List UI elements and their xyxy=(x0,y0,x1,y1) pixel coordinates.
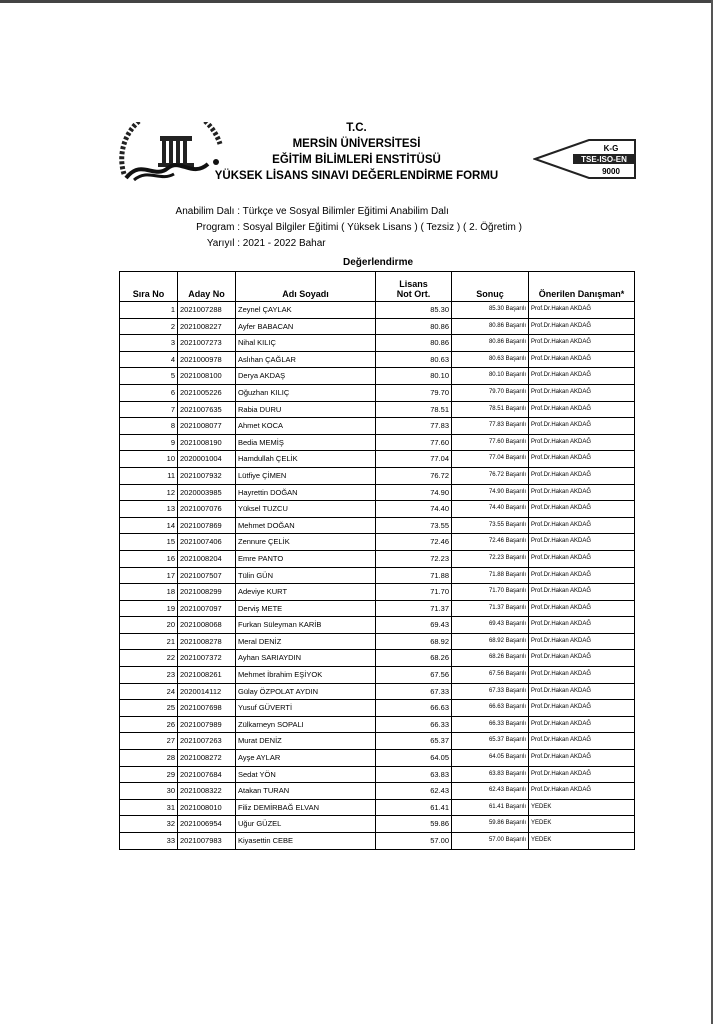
cell-sonuc: 80.10 Başarılı xyxy=(452,368,529,385)
col-header-sira: Sıra No xyxy=(120,272,178,302)
cell-aday: 2021007932 xyxy=(178,467,236,484)
cell-aday: 2021007507 xyxy=(178,567,236,584)
col-header-sonuc: Sonuç xyxy=(452,272,529,302)
header-line-form-title: YÜKSEK LİSANS SINAVI DEĞERLENDİRME FORMU xyxy=(214,170,499,182)
cell-sira: 9 xyxy=(120,434,178,451)
cell-ad: Sedat YÖN xyxy=(236,766,376,783)
cell-not: 71.88 xyxy=(376,567,452,584)
cell-sira: 19 xyxy=(120,600,178,617)
cell-not: 72.46 xyxy=(376,534,452,551)
cell-not: 62.43 xyxy=(376,783,452,800)
cell-aday: 2021008278 xyxy=(178,633,236,650)
cell-sonuc: 74.40 Başarılı xyxy=(452,501,529,518)
cell-not: 68.26 xyxy=(376,650,452,667)
cell-aday: 2021008190 xyxy=(178,434,236,451)
cell-aday: 2021008204 xyxy=(178,550,236,567)
cell-danisman: Prof.Dr.Hakan AKDAĞ xyxy=(529,633,635,650)
cell-danisman: Prof.Dr.Hakan AKDAĞ xyxy=(529,617,635,634)
cell-sonuc: 71.70 Başarılı xyxy=(452,584,529,601)
cell-sonuc: 79.70 Başarılı xyxy=(452,384,529,401)
cell-ad: Rabia DURU xyxy=(236,401,376,418)
cell-aday: 2021007273 xyxy=(178,335,236,352)
cell-aday: 2021008299 xyxy=(178,584,236,601)
cell-not: 79.70 xyxy=(376,384,452,401)
info-yariyil xyxy=(140,238,326,249)
tse-logo-middle-text: TSE-ISO-EN xyxy=(581,155,627,164)
col-header-lisans-line1: Lisans xyxy=(399,279,428,289)
cell-sira: 28 xyxy=(120,750,178,767)
cell-sonuc: 63.83 Başarılı xyxy=(452,766,529,783)
info-program-label: Program : xyxy=(196,222,240,233)
cell-ad: Lütfiye ÇİMEN xyxy=(236,467,376,484)
cell-danisman: Prof.Dr.Hakan AKDAĞ xyxy=(529,517,635,534)
table-row xyxy=(120,335,635,352)
cell-sira: 21 xyxy=(120,633,178,650)
cell-sonuc: 77.83 Başarılı xyxy=(452,418,529,435)
cell-not: 67.33 xyxy=(376,683,452,700)
cell-sonuc: 66.63 Başarılı xyxy=(452,700,529,717)
cell-sonuc: 76.72 Başarılı xyxy=(452,467,529,484)
cell-ad: Ayşe AYLAR xyxy=(236,750,376,767)
cell-sonuc: 57.00 Başarılı xyxy=(452,833,529,850)
cell-sira: 20 xyxy=(120,617,178,634)
cell-not: 71.70 xyxy=(376,584,452,601)
cell-ad: Yüksel TUZCU xyxy=(236,501,376,518)
table-row xyxy=(120,401,635,418)
cell-not: 80.86 xyxy=(376,318,452,335)
cell-aday: 2021007097 xyxy=(178,600,236,617)
cell-not: 61.41 xyxy=(376,799,452,816)
table-row xyxy=(120,351,635,368)
table-row xyxy=(120,384,635,401)
cell-sira: 26 xyxy=(120,716,178,733)
cell-not: 68.92 xyxy=(376,633,452,650)
table-row xyxy=(120,633,635,650)
cell-aday: 2021008272 xyxy=(178,750,236,767)
cell-aday: 2021007635 xyxy=(178,401,236,418)
tse-logo-bottom-text: 9000 xyxy=(602,167,620,176)
cell-sonuc: 71.37 Başarılı xyxy=(452,600,529,617)
cell-not: 85.30 xyxy=(376,302,452,319)
cell-ad: Kiyasettin CEBE xyxy=(236,833,376,850)
cell-sonuc: 68.92 Başarılı xyxy=(452,633,529,650)
cell-danisman: Prof.Dr.Hakan AKDAĞ xyxy=(529,351,635,368)
cell-danisman: Prof.Dr.Hakan AKDAĞ xyxy=(529,484,635,501)
cell-sonuc: 72.46 Başarılı xyxy=(452,534,529,551)
cell-aday: 2021007406 xyxy=(178,534,236,551)
table-row xyxy=(120,550,635,567)
cell-sira: 2 xyxy=(120,318,178,335)
cell-aday: 2021007684 xyxy=(178,766,236,783)
cell-sonuc: 64.05 Başarılı xyxy=(452,750,529,767)
cell-danisman: Prof.Dr.Hakan AKDAĞ xyxy=(529,418,635,435)
table-row xyxy=(120,584,635,601)
cell-danisman: YEDEK xyxy=(529,816,635,833)
cell-sonuc: 73.55 Başarılı xyxy=(452,517,529,534)
cell-sira: 5 xyxy=(120,368,178,385)
table-row xyxy=(120,434,635,451)
cell-not: 76.72 xyxy=(376,467,452,484)
cell-ad: Aslıhan ÇAĞLAR xyxy=(236,351,376,368)
cell-danisman: Prof.Dr.Hakan AKDAĞ xyxy=(529,716,635,733)
cell-sonuc: 77.60 Başarılı xyxy=(452,434,529,451)
cell-danisman: YEDEK xyxy=(529,833,635,850)
cell-sonuc: 69.43 Başarılı xyxy=(452,617,529,634)
cell-sira: 23 xyxy=(120,667,178,684)
cell-sonuc: 65.37 Başarılı xyxy=(452,733,529,750)
cell-danisman: Prof.Dr.Hakan AKDAĞ xyxy=(529,384,635,401)
cell-aday: 2021008227 xyxy=(178,318,236,335)
cell-sira: 13 xyxy=(120,501,178,518)
cell-sonuc: 72.23 Başarılı xyxy=(452,550,529,567)
cell-danisman: YEDEK xyxy=(529,799,635,816)
cell-ad: Emre PANTO xyxy=(236,550,376,567)
cell-ad: Atakan TURAN xyxy=(236,783,376,800)
table-row xyxy=(120,783,635,800)
cell-not: 67.56 xyxy=(376,667,452,684)
info-yariyil-value: 2021 - 2022 Bahar xyxy=(242,238,326,249)
table-header-row xyxy=(120,272,635,302)
table-row xyxy=(120,700,635,717)
table-row xyxy=(120,750,635,767)
cell-not: 80.86 xyxy=(376,335,452,352)
table-row xyxy=(120,799,635,816)
cell-ad: Furkan Süleyman KARİB xyxy=(236,617,376,634)
cell-sira: 1 xyxy=(120,302,178,319)
table-row xyxy=(120,600,635,617)
table-row xyxy=(120,534,635,551)
cell-danisman: Prof.Dr.Hakan AKDAĞ xyxy=(529,467,635,484)
cell-sira: 12 xyxy=(120,484,178,501)
cell-sira: 10 xyxy=(120,451,178,468)
info-program-value: Sosyal Bilgiler Eğitimi ( Yüksek Lisans ) ( Tezsiz ) ( 2. Öğretim ) xyxy=(242,222,522,233)
cell-aday: 2020001004 xyxy=(178,451,236,468)
cell-danisman: Prof.Dr.Hakan AKDAĞ xyxy=(529,700,635,717)
cell-sira: 16 xyxy=(120,550,178,567)
cell-ad: Ahmet KOCA xyxy=(236,418,376,435)
cell-sira: 29 xyxy=(120,766,178,783)
table-row xyxy=(120,368,635,385)
cell-ad: Mehmet DOĞAN xyxy=(236,517,376,534)
col-header-ad: Adı Soyadı xyxy=(236,272,376,302)
tse-logo-top-text: K-G xyxy=(603,144,619,153)
cell-not: 74.90 xyxy=(376,484,452,501)
cell-sira: 32 xyxy=(120,816,178,833)
cell-not: 74.40 xyxy=(376,501,452,518)
header-line-university: MERSİN ÜNİVERSİTESİ xyxy=(292,138,421,150)
cell-danisman: Prof.Dr.Hakan AKDAĞ xyxy=(529,401,635,418)
cell-aday: 2021000978 xyxy=(178,351,236,368)
cell-sonuc: 67.33 Başarılı xyxy=(452,683,529,700)
cell-danisman: Prof.Dr.Hakan AKDAĞ xyxy=(529,650,635,667)
cell-aday: 2020014112 xyxy=(178,683,236,700)
cell-ad: Ayhan SARIAYDIN xyxy=(236,650,376,667)
cell-sira: 7 xyxy=(120,401,178,418)
cell-sira: 18 xyxy=(120,584,178,601)
cell-sonuc: 77.04 Başarılı xyxy=(452,451,529,468)
cell-not: 59.86 xyxy=(376,816,452,833)
cell-ad: Adeviye KURT xyxy=(236,584,376,601)
cell-not: 78.51 xyxy=(376,401,452,418)
cell-sira: 25 xyxy=(120,700,178,717)
table-row xyxy=(120,467,635,484)
info-program xyxy=(140,222,522,233)
cell-aday: 2021007983 xyxy=(178,833,236,850)
cell-danisman: Prof.Dr.Hakan AKDAĞ xyxy=(529,318,635,335)
header-line-institute: EĞİTİM BİLİMLERİ ENSTİTÜSÜ xyxy=(272,154,441,166)
header-line-tc: T.C. xyxy=(346,122,367,134)
cell-danisman: Prof.Dr.Hakan AKDAĞ xyxy=(529,683,635,700)
cell-ad: Nihal KILIÇ xyxy=(236,335,376,352)
results-table xyxy=(119,271,635,850)
table-row xyxy=(120,816,635,833)
cell-aday: 2021008322 xyxy=(178,783,236,800)
cell-sonuc: 67.56 Başarılı xyxy=(452,667,529,684)
cell-sira: 30 xyxy=(120,783,178,800)
cell-not: 64.05 xyxy=(376,750,452,767)
table-row xyxy=(120,733,635,750)
cell-sira: 6 xyxy=(120,384,178,401)
cell-sonuc: 85.30 Başarılı xyxy=(452,302,529,319)
cell-aday: 2021008100 xyxy=(178,368,236,385)
table-row xyxy=(120,650,635,667)
cell-aday: 2021006954 xyxy=(178,816,236,833)
cell-aday: 2021008077 xyxy=(178,418,236,435)
cell-danisman: Prof.Dr.Hakan AKDAĞ xyxy=(529,434,635,451)
table-row xyxy=(120,484,635,501)
table-row xyxy=(120,302,635,319)
cell-sonuc: 80.86 Başarılı xyxy=(452,318,529,335)
cell-aday: 2021007372 xyxy=(178,650,236,667)
cell-ad: Ayfer BABACAN xyxy=(236,318,376,335)
cell-not: 71.37 xyxy=(376,600,452,617)
col-header-lisans-line2: Not Ort. xyxy=(396,289,431,299)
cell-not: 72.23 xyxy=(376,550,452,567)
cell-aday: 2021008261 xyxy=(178,667,236,684)
cell-not: 80.63 xyxy=(376,351,452,368)
cell-danisman: Prof.Dr.Hakan AKDAĞ xyxy=(529,335,635,352)
cell-ad: Oğuzhan KILIÇ xyxy=(236,384,376,401)
cell-danisman: Prof.Dr.Hakan AKDAĞ xyxy=(529,534,635,551)
cell-not: 57.00 xyxy=(376,833,452,850)
cell-ad: Hamdullah ÇELİK xyxy=(236,451,376,468)
cell-aday: 2021008068 xyxy=(178,617,236,634)
cell-not: 65.37 xyxy=(376,733,452,750)
cell-danisman: Prof.Dr.Hakan AKDAĞ xyxy=(529,733,635,750)
cell-sonuc: 59.86 Başarılı xyxy=(452,816,529,833)
cell-sonuc: 80.86 Başarılı xyxy=(452,335,529,352)
cell-not: 77.83 xyxy=(376,418,452,435)
cell-danisman: Prof.Dr.Hakan AKDAĞ xyxy=(529,600,635,617)
cell-not: 63.83 xyxy=(376,766,452,783)
cell-danisman: Prof.Dr.Hakan AKDAĞ xyxy=(529,567,635,584)
table-row xyxy=(120,766,635,783)
cell-aday: 2020003985 xyxy=(178,484,236,501)
cell-danisman: Prof.Dr.Hakan AKDAĞ xyxy=(529,766,635,783)
cell-sira: 24 xyxy=(120,683,178,700)
cell-sira: 11 xyxy=(120,467,178,484)
cell-ad: Filiz DEMİRBAĞ ELVAN xyxy=(236,799,376,816)
cell-sonuc: 66.33 Başarılı xyxy=(452,716,529,733)
table-row xyxy=(120,501,635,518)
cell-sonuc: 80.63 Başarılı xyxy=(452,351,529,368)
cell-ad: Zülkarneyn SOPALI xyxy=(236,716,376,733)
cell-danisman: Prof.Dr.Hakan AKDAĞ xyxy=(529,368,635,385)
cell-aday: 2021007869 xyxy=(178,517,236,534)
cell-not: 77.60 xyxy=(376,434,452,451)
cell-aday: 2021007076 xyxy=(178,501,236,518)
cell-ad: Derviş METE xyxy=(236,600,376,617)
cell-sira: 17 xyxy=(120,567,178,584)
cell-sira: 31 xyxy=(120,799,178,816)
cell-not: 80.10 xyxy=(376,368,452,385)
table-row xyxy=(120,667,635,684)
cell-danisman: Prof.Dr.Hakan AKDAĞ xyxy=(529,302,635,319)
cell-not: 69.43 xyxy=(376,617,452,634)
cell-ad: Tülin GÜN xyxy=(236,567,376,584)
cell-not: 66.33 xyxy=(376,716,452,733)
cell-sira: 15 xyxy=(120,534,178,551)
cell-sonuc: 78.51 Başarılı xyxy=(452,401,529,418)
cell-sonuc: 62.43 Başarılı xyxy=(452,783,529,800)
cell-sira: 14 xyxy=(120,517,178,534)
cell-sonuc: 68.26 Başarılı xyxy=(452,650,529,667)
col-header-danisman: Önerilen Danışman* xyxy=(529,272,635,302)
cell-ad: Gülay ÖZPOLAT AYDIN xyxy=(236,683,376,700)
table-row xyxy=(120,617,635,634)
table-row xyxy=(120,716,635,733)
table-row xyxy=(120,517,635,534)
cell-ad: Zeynel ÇAYLAK xyxy=(236,302,376,319)
cell-ad: Meral DENİZ xyxy=(236,633,376,650)
cell-sira: 27 xyxy=(120,733,178,750)
table-row xyxy=(120,418,635,435)
cell-aday: 2021007698 xyxy=(178,700,236,717)
cell-sira: 33 xyxy=(120,833,178,850)
table-row xyxy=(120,567,635,584)
info-yariyil-label: Yarıyıl : xyxy=(206,238,240,249)
section-title: Değerlendirme xyxy=(343,257,414,268)
cell-ad: Derya AKDAŞ xyxy=(236,368,376,385)
cell-danisman: Prof.Dr.Hakan AKDAĞ xyxy=(529,783,635,800)
cell-danisman: Prof.Dr.Hakan AKDAĞ xyxy=(529,750,635,767)
cell-sonuc: 61.41 Başarılı xyxy=(452,799,529,816)
cell-ad: Yusuf GÜVERTİ xyxy=(236,700,376,717)
cell-aday: 2021007288 xyxy=(178,302,236,319)
cell-sira: 3 xyxy=(120,335,178,352)
cell-danisman: Prof.Dr.Hakan AKDAĞ xyxy=(529,451,635,468)
cell-ad: Zennure ÇELİK xyxy=(236,534,376,551)
cell-not: 77.04 xyxy=(376,451,452,468)
cell-sonuc: 71.88 Başarılı xyxy=(452,567,529,584)
cell-danisman: Prof.Dr.Hakan AKDAĞ xyxy=(529,550,635,567)
info-anabilim-label: Anabilim Dalı : xyxy=(175,206,240,217)
table-row xyxy=(120,833,635,850)
cell-aday: 2021007263 xyxy=(178,733,236,750)
cell-danisman: Prof.Dr.Hakan AKDAĞ xyxy=(529,501,635,518)
cell-not: 73.55 xyxy=(376,517,452,534)
info-anabilim-value: Türkçe ve Sosyal Bilimler Eğitimi Anabilim Dalı xyxy=(242,206,449,217)
col-header-aday: Aday No xyxy=(178,272,236,302)
scan-top-edge xyxy=(0,0,713,3)
cell-danisman: Prof.Dr.Hakan AKDAĞ xyxy=(529,667,635,684)
cell-aday: 2021007989 xyxy=(178,716,236,733)
cell-ad: Hayrettin DOĞAN xyxy=(236,484,376,501)
info-anabilim xyxy=(140,206,449,217)
cell-sira: 8 xyxy=(120,418,178,435)
cell-danisman: Prof.Dr.Hakan AKDAĞ xyxy=(529,584,635,601)
cell-sira: 4 xyxy=(120,351,178,368)
cell-ad: Mehmet İbrahim EŞİYOK xyxy=(236,667,376,684)
cell-sonuc: 74.90 Başarılı xyxy=(452,484,529,501)
cell-sira: 22 xyxy=(120,650,178,667)
cell-ad: Uğur GÜZEL xyxy=(236,816,376,833)
cell-aday: 2021008010 xyxy=(178,799,236,816)
table-row xyxy=(120,451,635,468)
table-row xyxy=(120,683,635,700)
table-row xyxy=(120,318,635,335)
col-header-lisans xyxy=(376,272,452,302)
cell-not: 66.63 xyxy=(376,700,452,717)
cell-ad: Murat DENİZ xyxy=(236,733,376,750)
cell-ad: Bedia MEMİŞ xyxy=(236,434,376,451)
cell-aday: 2021005226 xyxy=(178,384,236,401)
